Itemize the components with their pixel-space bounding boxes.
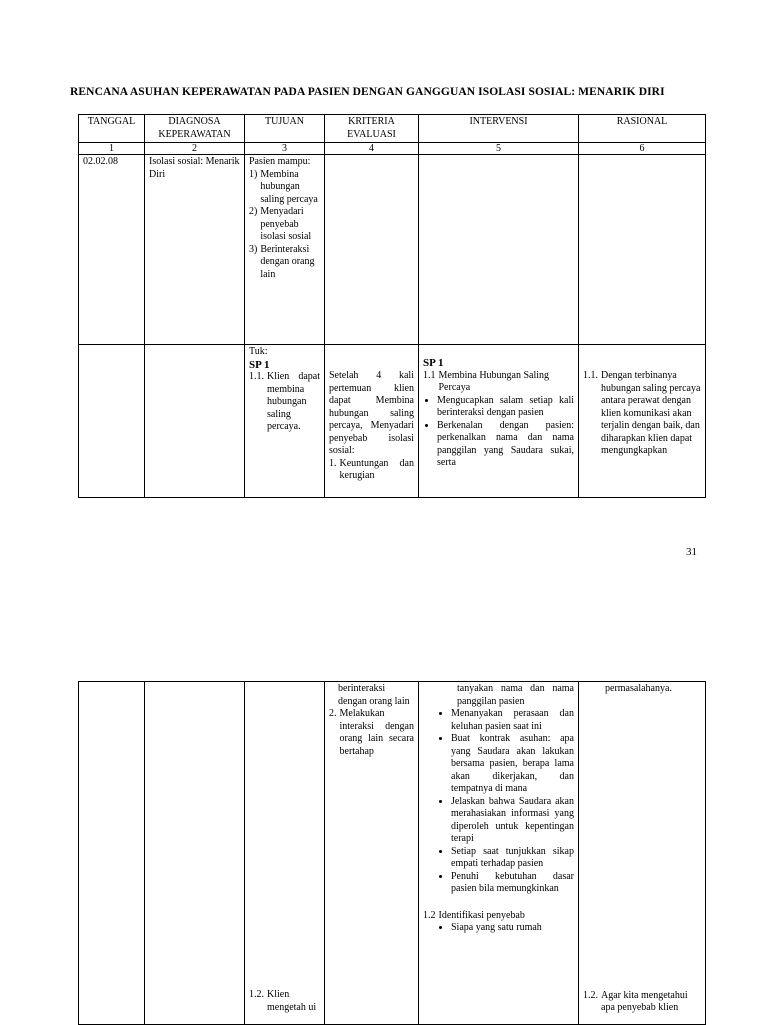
table-row — [79, 345, 706, 498]
header-tanggal: TANGGAL — [79, 115, 145, 143]
table-row — [79, 682, 706, 1025]
header-rasional: RASIONAL — [579, 115, 706, 143]
document-title: RENCANA ASUHAN KEPERAWATAN PADA PASIEN DENGAN GANGGUAN ISOLASI SOSIAL: MENARIK DIRI — [70, 86, 665, 98]
list-item: • Menanyakan perasaan dan keluhan pasien saat ini — [451, 708, 574, 733]
column-number-row — [79, 143, 706, 155]
care-plan-table-continued — [78, 681, 706, 1025]
col-number: 4 — [325, 143, 419, 155]
header-tujuan: TUJUAN — [245, 115, 325, 143]
list-item: 1.1. Dengan terbinanya hubungan saling percaya antara perawat dengan klien komunikasi akan terjalin dengan baik, dan diharapkan klien dapat mengungkapkan — [583, 370, 701, 456]
list-item: 1) Membina hubungan saling percaya — [249, 168, 318, 205]
list-item: 2. Melakukan interaksi dengan orang lain secara bertahap — [329, 708, 414, 757]
document-page-continuation — [0, 580, 768, 1024]
goal-list — [249, 169, 320, 282]
date-cell: 02.02.08 — [79, 155, 145, 345]
list-item: 1. Keuntungan dan kerugian — [329, 457, 414, 481]
date-cell — [79, 682, 145, 1025]
intervention-list — [423, 395, 574, 470]
header-intervensi: INTERVENSI — [419, 115, 579, 143]
criteria-text: berinteraksi dengan orang lain — [338, 683, 410, 707]
list-item: • Setiap saat tunjukkan sikap empati terhadap pasien — [451, 846, 574, 871]
list-item: 1.2. Agar kita mengetahui apa penyebab klien — [583, 989, 688, 1013]
rationale-text: permasalahanya. — [605, 683, 672, 694]
diagnosis-cell: Isolasi sosial: Menarik Diri — [145, 155, 245, 345]
col-number: 3 — [245, 143, 325, 155]
page-number: 31 — [686, 546, 697, 558]
date-cell — [79, 345, 145, 498]
criteria-cell — [325, 345, 419, 498]
list-item: 1.2 Identifikasi penyebab — [423, 909, 525, 921]
list-item: 3) Berinteraksi dengan orang lain — [249, 243, 315, 280]
intervention-list — [423, 708, 574, 896]
criteria-text: Setelah 4 kali pertemuan klien dapat Membina hubungan saling percaya, Menyadari penyebab isolasi sosial: — [329, 370, 414, 456]
criteria-cell — [325, 155, 419, 345]
sp-label: SP 1 — [249, 358, 270, 371]
col-number: 6 — [579, 143, 706, 155]
header-diagnosa: DIAGNOSA KEPERAWATAN — [145, 115, 245, 143]
list-item: 1.1. Klien dapat membina hubungan saling percaya. — [249, 371, 320, 432]
list-item: • Buat kontrak asuhan: apa yang Saudara akan lakukan bersama pasien, berapa lama akan dikerjakan, dan tempatnya di mana — [451, 733, 574, 796]
tuk-label: Tuk: — [249, 346, 268, 357]
list-item: 1.1 Membina Hubungan Saling Percaya — [423, 369, 550, 393]
col-number: 1 — [79, 143, 145, 155]
diagnosis-cell — [145, 682, 245, 1025]
goal-cell — [245, 345, 325, 498]
list-item: • Mengucapkan salam setiap kali berinteraksi dengan pasien — [437, 395, 574, 420]
intervention-text: tanyakan nama dan nama panggilan pasien — [457, 683, 574, 707]
rationale-cell — [579, 682, 706, 1025]
col-number: 5 — [419, 143, 579, 155]
list-item: • Penuhi kebutuhan dasar pasien bila memungkinkan — [451, 871, 574, 896]
list-item: • Siapa yang satu rumah — [451, 922, 574, 935]
header-row — [79, 115, 706, 143]
list-item: • Jelaskan bahwa Saudara akan merahasiakan informasi yang diperoleh untuk kepentingan terapi — [451, 796, 574, 846]
intervention-cell — [419, 345, 579, 498]
list-item: • Berkenalan dengan pasien: perkenalkan nama dan nama panggilan yang Saudara sukai, serta — [437, 420, 574, 470]
table-row — [79, 155, 706, 345]
rationale-cell — [579, 345, 706, 498]
goal-cell — [245, 682, 325, 1025]
diagnosis-cell — [145, 345, 245, 498]
intervention-cell — [419, 682, 579, 1025]
sp-label: SP 1 — [423, 357, 444, 369]
col-number: 2 — [145, 143, 245, 155]
goal-cell — [245, 155, 325, 345]
criteria-cell — [325, 682, 419, 1025]
goal-intro: Pasien mampu: — [249, 156, 311, 167]
care-plan-table — [78, 114, 706, 498]
rationale-cell — [579, 155, 706, 345]
header-kriteria: KRITERIA EVALUASI — [325, 115, 419, 143]
list-item: 1.2. Klien mengetah ui — [249, 989, 317, 1013]
list-item: 2) Menyadari penyebab isolasi sosial — [249, 206, 312, 242]
intervention-cell — [419, 155, 579, 345]
